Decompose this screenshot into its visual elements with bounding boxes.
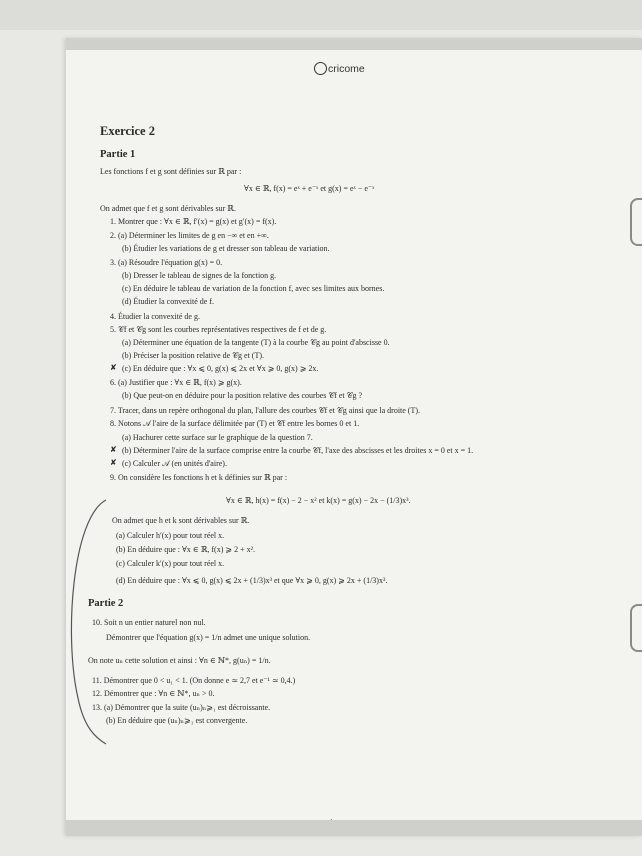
question-3b: (b) Dresser le tableau de signes de la fonction g. (122, 271, 277, 280)
question-3d: (d) Étudier la convexité de f. (122, 297, 214, 306)
question-9a: (a) Calculer h′(x) pour tout réel x. (116, 531, 225, 540)
q9-admit: On admet que h et k sont dérivables sur ℝ. (112, 516, 250, 525)
question-13a: 13. (a) Démontrer que la suite (uₙ)ₙ⩾₁ est décroissante. (92, 703, 271, 712)
q9-definition-formula: ∀x ∈ ℝ, h(x) = f(x) − 2 − x² et k(x) = g(x) − 2x − (1/3)x³. (226, 496, 411, 505)
question-8a: (a) Hachurer cette surface sur le graphique de la question 7. (122, 433, 313, 442)
handwritten-check: ✘ (110, 363, 117, 372)
question-7: 7. Tracer, dans un repère orthogonal du plan, l'allure des courbes 𝒞f et 𝒞g ainsi que la droite (T). (110, 406, 421, 415)
question-6b: (b) Que peut-on en déduire pour la position relative des courbes 𝒞f et 𝒞g ? (122, 391, 363, 400)
logo-text: cricome (328, 62, 365, 75)
definition-formula: ∀x ∈ ℝ, f(x) = eˣ + e⁻ˣ et g(x) = eˣ − e⁻ˣ (244, 184, 375, 193)
question-9: 9. On considère les fonctions h et k définies sur ℝ par : (110, 473, 288, 482)
question-5: 5. 𝒞f et 𝒞g sont les courbes représentatives respectives de f et de g. (110, 325, 327, 334)
question-8b: (b) Déterminer l'aire de la surface comprise entre la courbe 𝒞f, l'axe des abscisses et les droites x = 0 et x = 1. (122, 446, 474, 455)
question-10b: Démontrer que l'équation g(x) = 1/n admet une unique solution. (106, 633, 311, 642)
question-13b: (b) En déduire que (uₙ)ₙ⩾₁ est convergente. (106, 716, 248, 725)
exam-page (66, 38, 642, 836)
question-3c: (c) En déduire le tableau de variation de la fonction f, avec ses limites aux bornes. (122, 284, 385, 293)
note-un: On note uₙ cette solution et ainsi : ∀n ∈ ℕ*, g(uₙ) = 1/n. (88, 656, 271, 665)
question-9d: (d) En déduire que : ∀x ⩽ 0, g(x) ⩽ 2x + (1/3)x³ et que ∀x ⩾ 0, g(x) ⩾ 2x + (1/3)x³. (116, 576, 388, 585)
question-8: 8. Notons 𝒜 l'aire de la surface délimitée par (T) et 𝒞f entre les bornes 0 et 1. (110, 419, 360, 428)
handwritten-check: ✘ (110, 458, 117, 467)
question-5a: (a) Déterminer une équation de la tangente (T) à la courbe 𝒞g au point d'abscisse 0. (122, 338, 390, 347)
question-4: 4. Étudier la convexité de g. (110, 312, 200, 321)
question-6a: 6. (a) Justifier que : ∀x ∈ ℝ, f(x) ⩾ g(x). (110, 378, 242, 387)
question-2b: (b) Étudier les variations de g et dresser son tableau de variation. (122, 244, 330, 253)
question-5c: (c) En déduire que : ∀x ⩽ 0, g(x) ⩽ 2x et ∀x ⩾ 0, g(x) ⩾ 2x. (122, 364, 319, 373)
admit-text: On admet que f et g sont dérivables sur ℝ. (100, 204, 236, 213)
handwritten-check: ✘ (110, 445, 117, 454)
question-11: 11. Démontrer que 0 < u₁ < 1. (On donne e ≃ 2,7 et e⁻¹ ≃ 0,4.) (92, 676, 296, 685)
question-3a: 3. (a) Résoudre l'équation g(x) = 0. (110, 258, 223, 267)
question-8c: (c) Calculer 𝒜 (en unités d'aire). (122, 459, 227, 468)
question-9b: (b) En déduire que : ∀x ∈ ℝ, f(x) ⩾ 2 + x². (116, 545, 255, 554)
question-2a: 2. (a) Déterminer les limites de g en −∞ et en +∞. (110, 231, 269, 240)
question-5b: (b) Préciser la position relative de 𝒞g et (T). (122, 351, 265, 360)
intro-text: Les fonctions f et g sont définies sur ℝ par : (100, 167, 242, 176)
question-12: 12. Démontrer que : ∀n ∈ ℕ*, uₙ > 0. (92, 689, 215, 698)
part2-title: Partie 2 (88, 598, 124, 609)
binder-clip (630, 198, 642, 246)
exercise-title: Exercice 2 (100, 124, 155, 138)
handwritten-bracket (66, 38, 642, 836)
bottom-band (66, 820, 642, 836)
question-1: 1. Montrer que : ∀x ∈ ℝ, f′(x) = g(x) et g′(x) = f(x). (110, 217, 277, 226)
question-10: 10. Soit n un entier naturel non nul. (92, 618, 206, 627)
part1-title: Partie 1 (100, 149, 136, 160)
binder-clip (630, 604, 642, 652)
question-9c: (c) Calculer k′(x) pour tout réel x. (116, 559, 225, 568)
